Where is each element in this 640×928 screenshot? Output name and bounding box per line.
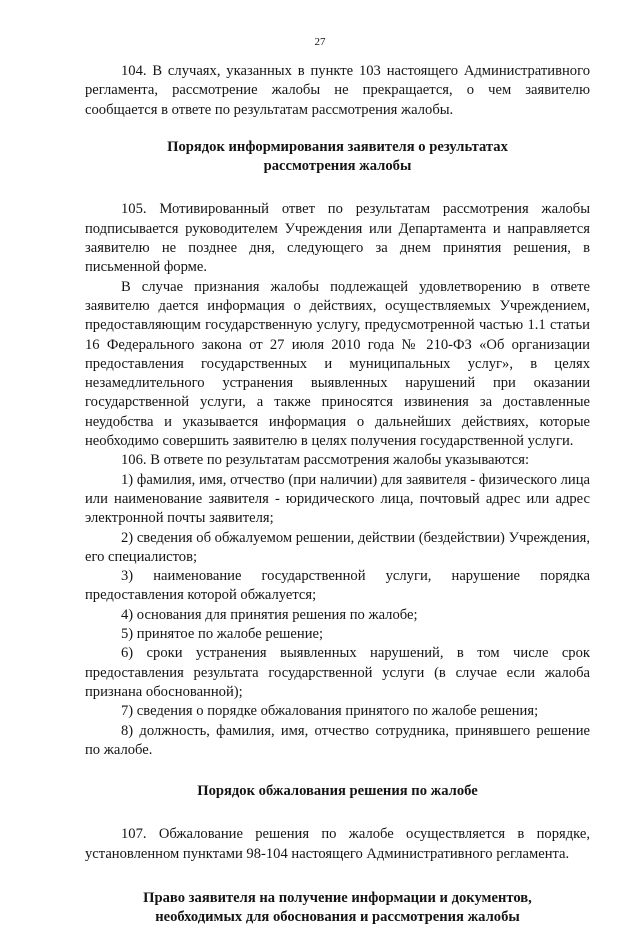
section-heading-informing	[85, 138, 590, 177]
section-heading-appeal	[85, 782, 590, 801]
document-body	[85, 62, 590, 928]
list-item-5: 5) принятое по жалобе решение;	[121, 626, 324, 643]
heading-line: Право заявителя на получение информации и документов,	[143, 889, 532, 906]
heading-line: необходимых для обоснования и рассмотрения жалобы	[155, 909, 520, 926]
list-item-1: 1) фамилия, имя, отчество (при наличии) для заявителя - физического лица или наименование заявителя - юридического лица, почтовый адрес или адрес электронной почты заявителя;	[85, 471, 590, 527]
paragraph-105: 105. Мотивированный ответ по результатам рассмотрения жалобы подписывается руководителем Учреждения или Департамента и направляется заявителю не позднее дня, следующего за днем принятия решения, в письменной форме.	[85, 201, 590, 276]
heading-line: Порядок обжалования решения по жалобе	[197, 783, 478, 800]
page-number: 27	[314, 36, 326, 48]
paragraph-106: 106. В ответе по результатам рассмотрения жалобы указываются:	[121, 452, 530, 469]
list-item-4: 4) основания для принятия решения по жалобе;	[121, 606, 418, 623]
paragraph-107: 107. Обжалование решения по жалобе осуществляется в порядке, установленном пунктами 98-104 настоящего Административного регламента.	[85, 826, 590, 862]
heading-line: Порядок информирования заявителя о результатах	[167, 138, 508, 155]
list-item-6: 6) сроки устранения выявленных нарушений, в том числе срок предоставления результата государственной услуги (в случае если жалоба признана обоснованной);	[85, 645, 590, 700]
paragraph-104: 104. В случаях, указанных в пункте 103 настоящего Административного регламента, рассмотрение жалобы не прекращается, о чем заявителю сообщается в ответе по результатам рассмотрения жалобы.	[85, 63, 590, 118]
heading-line: рассмотрения жалобы	[263, 158, 412, 175]
list-item-3: 3) наименование государственной услуги, нарушение порядка предоставления которой обжалуется;	[85, 568, 590, 604]
section-heading-rights	[85, 889, 590, 928]
list-item-7: 7) сведения о порядке обжалования принятого по жалобе решения;	[121, 703, 539, 720]
list-item-8: 8) должность, фамилия, имя, отчество сотрудника, принявшего решение по жалобе.	[85, 722, 590, 758]
list-item-2: 2) сведения об обжалуемом решении, действии (бездействии) Учреждения, его специалистов;	[85, 529, 590, 565]
paragraph-105-cont: В случае признания жалобы подлежащей удовлетворению в ответе заявителю дается информация о действиях, осуществляемых Учреждением, предоставляющим государственную услугу, предусмотренной частью 1.1 статьи 16 Федерального закона от 27 июля 2010 года № 210-ФЗ «Об организации предоставления государственных и муниципальных услуг», в целях незамедлительного устранения выявленных нарушений при оказании государственной услуги, а также приносятся извинения за доставленные неудобства и указывается информация о дальнейших действиях, которые необходимо совершить заявителю в целях получения государственной услуги.	[85, 278, 590, 450]
